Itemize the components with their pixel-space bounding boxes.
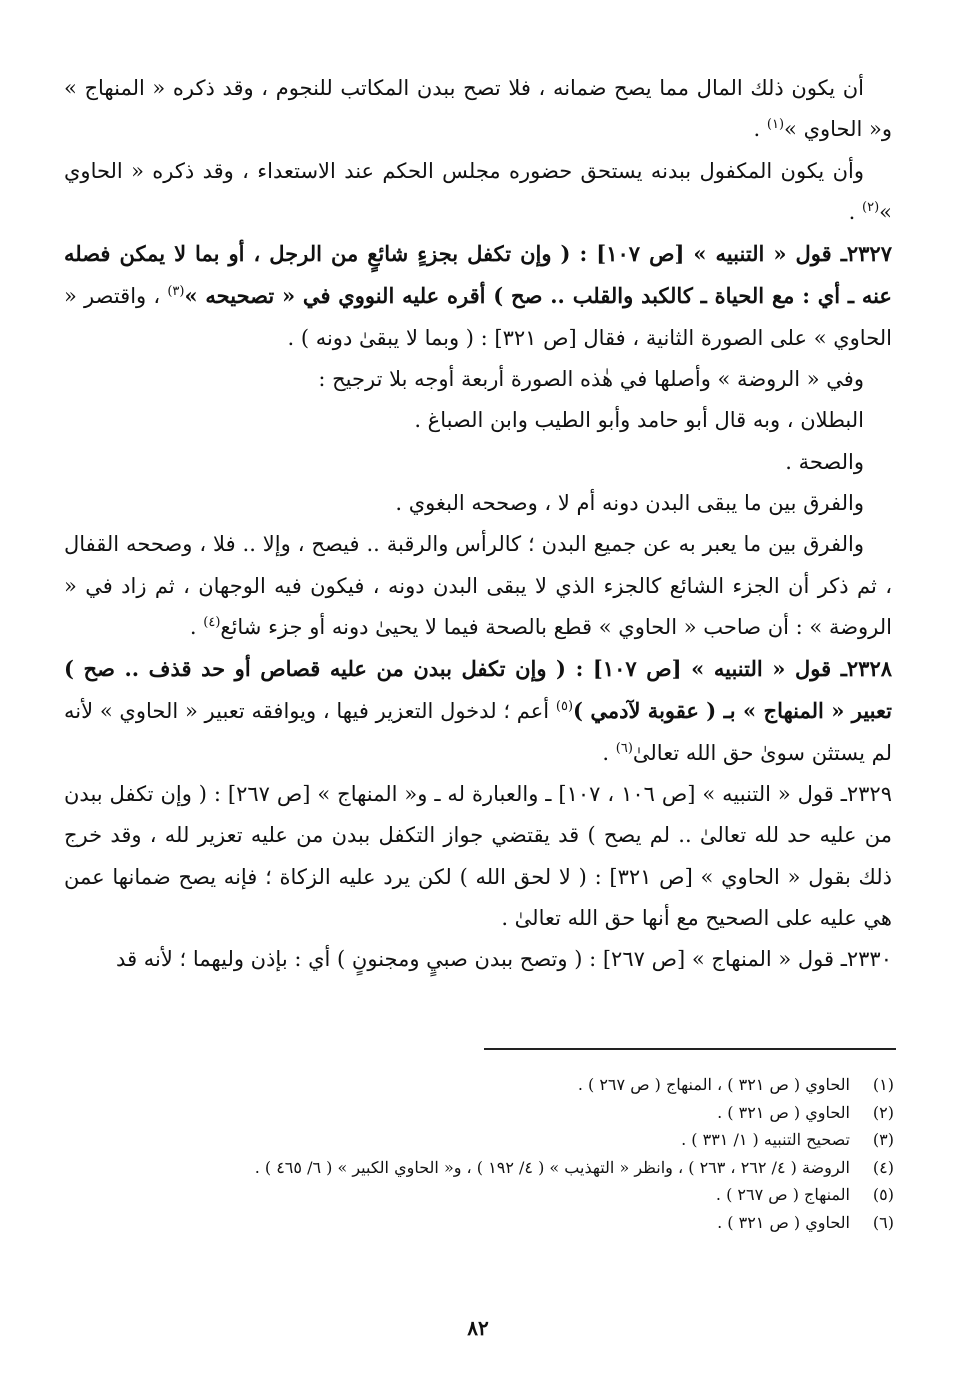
footnote-ref-3[interactable]: (٣) — [167, 284, 185, 300]
entry-text: ٢٣٢٨ـ قول « التنبيه » [ص ١٠٧] : ( وإن تكفل ببدن من عليه قصاص أو حد قذف .. صح ) تعبير « المنهاج » بـ ( عقوبة لآدمي ) — [64, 656, 893, 724]
footnote-4 — [194, 1154, 894, 1182]
entry-2329 — [64, 774, 892, 939]
footnote-ref-1[interactable]: (١) — [766, 117, 785, 133]
page-number: ٨٢ — [467, 1316, 489, 1340]
footnote-2 — [194, 1099, 894, 1127]
footnote-number: (٤) — [872, 1157, 894, 1177]
footnote-ref-4[interactable]: (٤) — [203, 614, 221, 630]
footnote-1 — [194, 1071, 894, 1099]
footnote-number: (١) — [872, 1075, 894, 1094]
footnote-number: (٥) — [872, 1185, 894, 1204]
entry-2327 — [64, 233, 892, 359]
footnote-text: الحاوي ( ص ٣٢١ ) . — [717, 1102, 850, 1122]
footnote-divider — [484, 1048, 896, 1050]
paragraph-text: والفرق بين ما يعبر به عن جميع البدن ؛ كالرأس والرقبة .. فيصح ، وإلا .. فلا ، وصححه القفال ، ثم ذكر أن الجزء الشائع كالجزء الذي لا يبقى البدن دونه ، فيكون فيه الوجهان ، ثم زاد في « الروضة » : أن صاحب « الحاوي » قطع بالصحة فيما لا يحيىٰ دونه أو جزء شائع — [64, 532, 892, 639]
paragraph-farq-2: والفرق بين ما يعبر به عن جميع البدن ؛ كالرأس والرقبة .. فيصح ، وإلا .. فلا ، وصححه القفال ، ثم ذكر أن الجزء الشائع كالجزء الذي لا يبقى البدن دونه ، فيكون فيه الوجهان ، ثم زاد في « الروضة » : أن صاحب « الحاوي » قطع بالصحة فيما لا يحيىٰ دونه أو جزء شائع$^{(٤)}$ . — [64, 532, 892, 639]
footnote-number: (٦) — [872, 1212, 894, 1232]
footnote-5 — [194, 1181, 894, 1209]
footnote-text: الحاوي ( ص ٣٢١ ) ، المنهاج ( ص ٢٦٧ ) . — [577, 1075, 850, 1094]
footnote-text: الروضة ( ٤/ ٢٦٢ ، ٢٦٣ ) ، وانظر « التهذيب » ( ٤/ ١٩٢ ) ، و« الحاوي الكبير » ( ٦/ ٤٦٥ ) . — [254, 1157, 850, 1177]
footnote-text: تصحيح التنبيه ( ١/ ٣٣١ ) . — [681, 1130, 850, 1149]
footnotes — [194, 1071, 894, 1236]
entry-text: ٢٣٢٧ـ قول « التنبيه » [ص ١٠٧] : ( وإن تكفل بجزءٍ شائعٍ من الرجل ، أو بما لا يمكن فصله عنه ـ أي : مع الحياة ـ كالكبد والقلب .. صح ) أقره عليه النووي في « تصحيحه » — [64, 241, 892, 309]
paragraph-text: والفرق بين ما يبقى البدن دونه أم لا ، وصححه البغوي . — [395, 490, 864, 515]
entry-text-continued: ، واقتصر « الحاوي » على الصورة الثانية ، فقال [ص ٣٢١] : ( وبما لا يبقىٰ دونه ) . — [64, 284, 892, 350]
paragraph-farq-1 — [64, 483, 892, 524]
footnote-6 — [194, 1209, 894, 1237]
entry-text-continued: أعم ؛ لدخول التعزير فيها ، ويوافقه تعبير « الحاوي » لأنه لم يستثن سوىٰ حق الله تعالىٰ — [64, 699, 892, 765]
paragraph-text: وأن يكون المكفول ببدنه يستحق حضوره مجلس الحكم عند الاستعداء ، وقد ذكره « الحاوي » — [64, 158, 892, 224]
footnote-ref-2[interactable]: (٢) — [862, 199, 880, 215]
entry-2328: ٢٣٢٨ـ قول « التنبيه » [ص ١٠٧] : ( وإن تكفل ببدن من عليه قصاص أو حد قذف .. صح ) تعبير « المنهاج » بـ ( عقوبة لآدمي )$^{(٥)}$ أعم ؛ لدخول التعزير فيها ، ويوافقه تعبير « الحاوي » لأنه لم يستثن سوىٰ حق الله تعالىٰ$^{(٦)}$ . — [64, 656, 893, 765]
entry-text: ٢٣٣٠ـ قول « المنهاج » [ص ٢٦٧] : ( وتصح ببدن صبيٍ ومجنونٍ ) أي : بإذن وليهما ؛ لأنه قد — [116, 947, 892, 972]
footnote-text: الحاوي ( ص ٣٢١ ) . — [717, 1212, 850, 1232]
paragraph-butlan — [64, 400, 892, 441]
footnote-number: (٣) — [872, 1130, 894, 1149]
paragraph-text: والصحة . — [785, 449, 864, 474]
footnote-ref-6[interactable]: (٦) — [615, 740, 633, 756]
paragraph-text: وفي « الروضة » وأصلها في هٰذه الصورة أربعة أوجه بلا ترجيح : — [318, 367, 864, 392]
entry-2330 — [64, 939, 892, 980]
footnote-3 — [194, 1126, 894, 1154]
footnote-text: المنهاج ( ص ٢٦٧ ) . — [715, 1185, 850, 1204]
paragraph-rawda — [64, 359, 892, 400]
footnote-ref-5[interactable]: (٥) — [555, 699, 574, 715]
main-text — [64, 68, 892, 981]
paragraph-1: أن يكون ذلك المال مما يصح ضمانه ، فلا تصح ببدن المكاتب للنجوم ، وقد ذكره « المنهاج » و« الحاوي »$^{(١)}$ . — [64, 76, 892, 142]
paragraph-text: أن يكون ذلك المال مما يصح ضمانه ، فلا تصح ببدن المكاتب للنجوم ، وقد ذكره « المنهاج » و« الحاوي » — [64, 76, 892, 142]
paragraph-text: البطلان ، وبه قال أبو حامد وأبو الطيب وابن الصباغ . — [414, 408, 864, 433]
footnote-number: (٢) — [872, 1102, 894, 1122]
paragraph-sihha — [64, 442, 892, 483]
paragraph-2: وأن يكون المكفول ببدنه يستحق حضوره مجلس الحكم عند الاستعداء ، وقد ذكره « الحاوي »$^{(٢)}$ . — [64, 158, 892, 224]
entry-text: ٢٣٢٩ـ قول « التنبيه » [ص ١٠٦ ، ١٠٧] ـ والعبارة له ـ و« المنهاج » [ص ٢٦٧] : ( وإن تكفل ببدن من عليه حد لله تعالىٰ .. لم يصح ) قد يقتضي جواز التكفل ببدن من عليه تعزير لله ، وقد خرج ذلك بقول « الحاوي » [ص ٣٢١] : ( لا لحق الله ) لكن يرد عليه الزكاة ؛ فإنه يصح ضمانها عمن هي عليه على الصحيح مع أنها حق الله تعالىٰ . — [64, 782, 892, 930]
